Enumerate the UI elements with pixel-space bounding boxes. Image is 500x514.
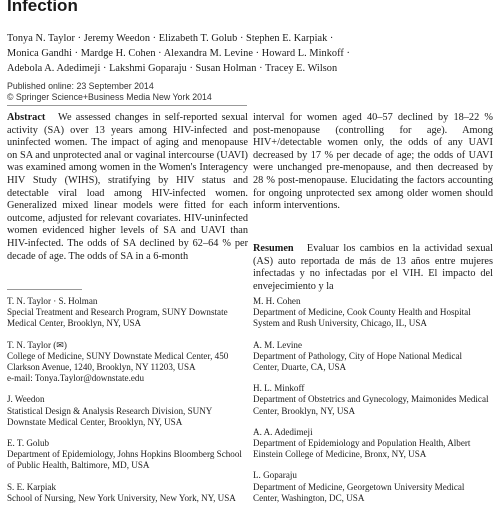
affiliation-line: Department of Obstetrics and Gynecology, Maimonides Medical: [253, 394, 489, 405]
author-line: Monica Gandhi · Mardge H. Cohen · Alexandra M. Levine · Howard L. Minkoff ·: [7, 48, 350, 59]
published-date: Published online: 23 September 2014: [7, 81, 154, 91]
affiliation-line: S. E. Karpiak: [7, 481, 56, 492]
affiliation-line: T. N. Taylor (✉): [7, 339, 67, 350]
abstract-top-rule: [7, 105, 247, 106]
author-list: [7, 31, 495, 76]
affiliation-line: Department of Medicine, Georgetown University Medical: [253, 481, 465, 492]
affiliation-line: System and Rush University, Chicago, IL, USA: [253, 318, 427, 329]
copyright-notice: © Springer Science+Business Media New York 2014: [7, 92, 212, 102]
affiliation-line: A. A. Adedimeji: [253, 426, 313, 437]
abstract-left-column: [7, 112, 248, 263]
article-title: Infection: [7, 0, 78, 15]
author-line: Tonya N. Taylor · Jeremy Weedon · Elizabeth T. Golub · Stephen E. Karpiak ·: [7, 33, 334, 44]
affiliation-block: [7, 296, 249, 330]
affiliation-line: Center, Washington, DC, USA: [253, 492, 365, 503]
affiliation-block: [7, 438, 249, 472]
author-email[interactable]: e-mail: Tonya.Taylor@downstate.edu: [7, 373, 144, 384]
affiliation-line: College of Medicine, SUNY Downstate Medical Center, 450: [7, 350, 229, 361]
affiliation-block: [253, 427, 495, 461]
publication-info: [7, 81, 212, 103]
affiliation-line: Center, Duarte, CA, USA: [253, 362, 347, 373]
abstract-right-column: [253, 112, 493, 213]
affiliation-line: Clarkson Avenue, 1240, Brooklyn, NY 11203, USA: [7, 362, 196, 373]
affiliation-block: [253, 340, 495, 374]
affiliation-line: Department of Pathology, City of Hope National Medical: [253, 350, 463, 361]
affiliations-left: [7, 296, 249, 514]
resumen-section: [253, 243, 493, 293]
affiliation-line: E. T. Golub: [7, 438, 50, 449]
affiliation-block: [253, 296, 495, 330]
affiliation-line: T. N. Taylor · S. Holman: [7, 296, 98, 306]
resumen-text: Evaluar los cambios en la actividad sexual (AS) auto reportada de más de 13 años entre mujeres infectadas y no infectadas por el VIH. El impacto del envejecimiento y la: [253, 243, 493, 292]
affiliation-line: School of Nursing, New York University, New York, NY, USA: [7, 492, 236, 503]
author-line: Adebola A. Adedimeji · Lakshmi Goparaju · Susan Holman · Tracey E. Wilson: [7, 63, 338, 74]
footnote-rule: [7, 289, 82, 290]
affiliation-line: L. Goparaju: [253, 470, 297, 481]
affiliation-line: M. H. Cohen: [253, 296, 301, 306]
affiliation-block: [7, 340, 249, 385]
affiliation-block: [7, 394, 249, 428]
abstract-text-right: interval for women aged 40–57 declined by 18–22 % post-menopause (controlling for age). Among HIV+/detectable women only, the odds of any UAVI decreased by 17 % per decade of age; the odds of UAVI were unchanged pre-menopause, and then decreased by 28 % post-menopause. Elucidating the factors accounting for ongoing unprotected sex among older women should inform interventions.: [253, 112, 493, 212]
affiliation-line: Downstate Medical Center, Brooklyn, NY, USA: [7, 416, 183, 427]
affiliation-block: [7, 482, 249, 504]
affiliation-line: Department of Medicine, Cook County Health and Hospital: [253, 307, 471, 318]
affiliation-line: Medical Center, Brooklyn, NY, USA: [7, 318, 142, 329]
affiliation-line: Department of Epidemiology and Population Health, Albert: [253, 438, 471, 449]
affiliation-line: Center, Brooklyn, NY, USA: [253, 405, 356, 416]
affiliation-line: A. M. Levine: [253, 339, 302, 350]
affiliation-line: of Public Health, Baltimore, MD, USA: [7, 460, 150, 471]
affiliation-line: Special Treatment and Research Program, SUNY Downstate: [7, 307, 228, 318]
affiliation-line: J. Weedon: [7, 394, 45, 405]
affiliation-line: H. L. Minkoff: [253, 383, 305, 394]
affiliation-line: Einstein College of Medicine, Bronx, NY, USA: [253, 449, 427, 460]
affiliation-block: [253, 470, 495, 504]
affiliation-block: [253, 383, 495, 417]
abstract-text-left: We assessed changes in self-reported sexual activity (SA) over 13 years among HIV-infected and uninfected women. The impact of aging and menopause on SA and unprotected anal or vaginal intercourse (UAVI) was examined among women in the Women's Interagency HIV Study (WIHS), stratifying by HIV status and detectable viral load among HIV-infected women. Generalized mixed linear models were fitted for each outcome, adjusted for relevant covariates. HIV-uninfected women evidenced higher levels of SA and UAVI than HIV-infected. The odds of SA declined by 62–64 % per decade of age. The odds of SA in a 6-month: [7, 112, 248, 262]
affiliation-line: Department of Epidemiology, Johns Hopkins Bloomberg School: [7, 449, 242, 460]
abstract-label: Abstract: [7, 112, 46, 123]
affiliations-right: [253, 296, 495, 514]
affiliation-line: Statistical Design & Analysis Research Division, SUNY: [7, 405, 213, 416]
resumen-label: Resumen: [253, 243, 294, 254]
